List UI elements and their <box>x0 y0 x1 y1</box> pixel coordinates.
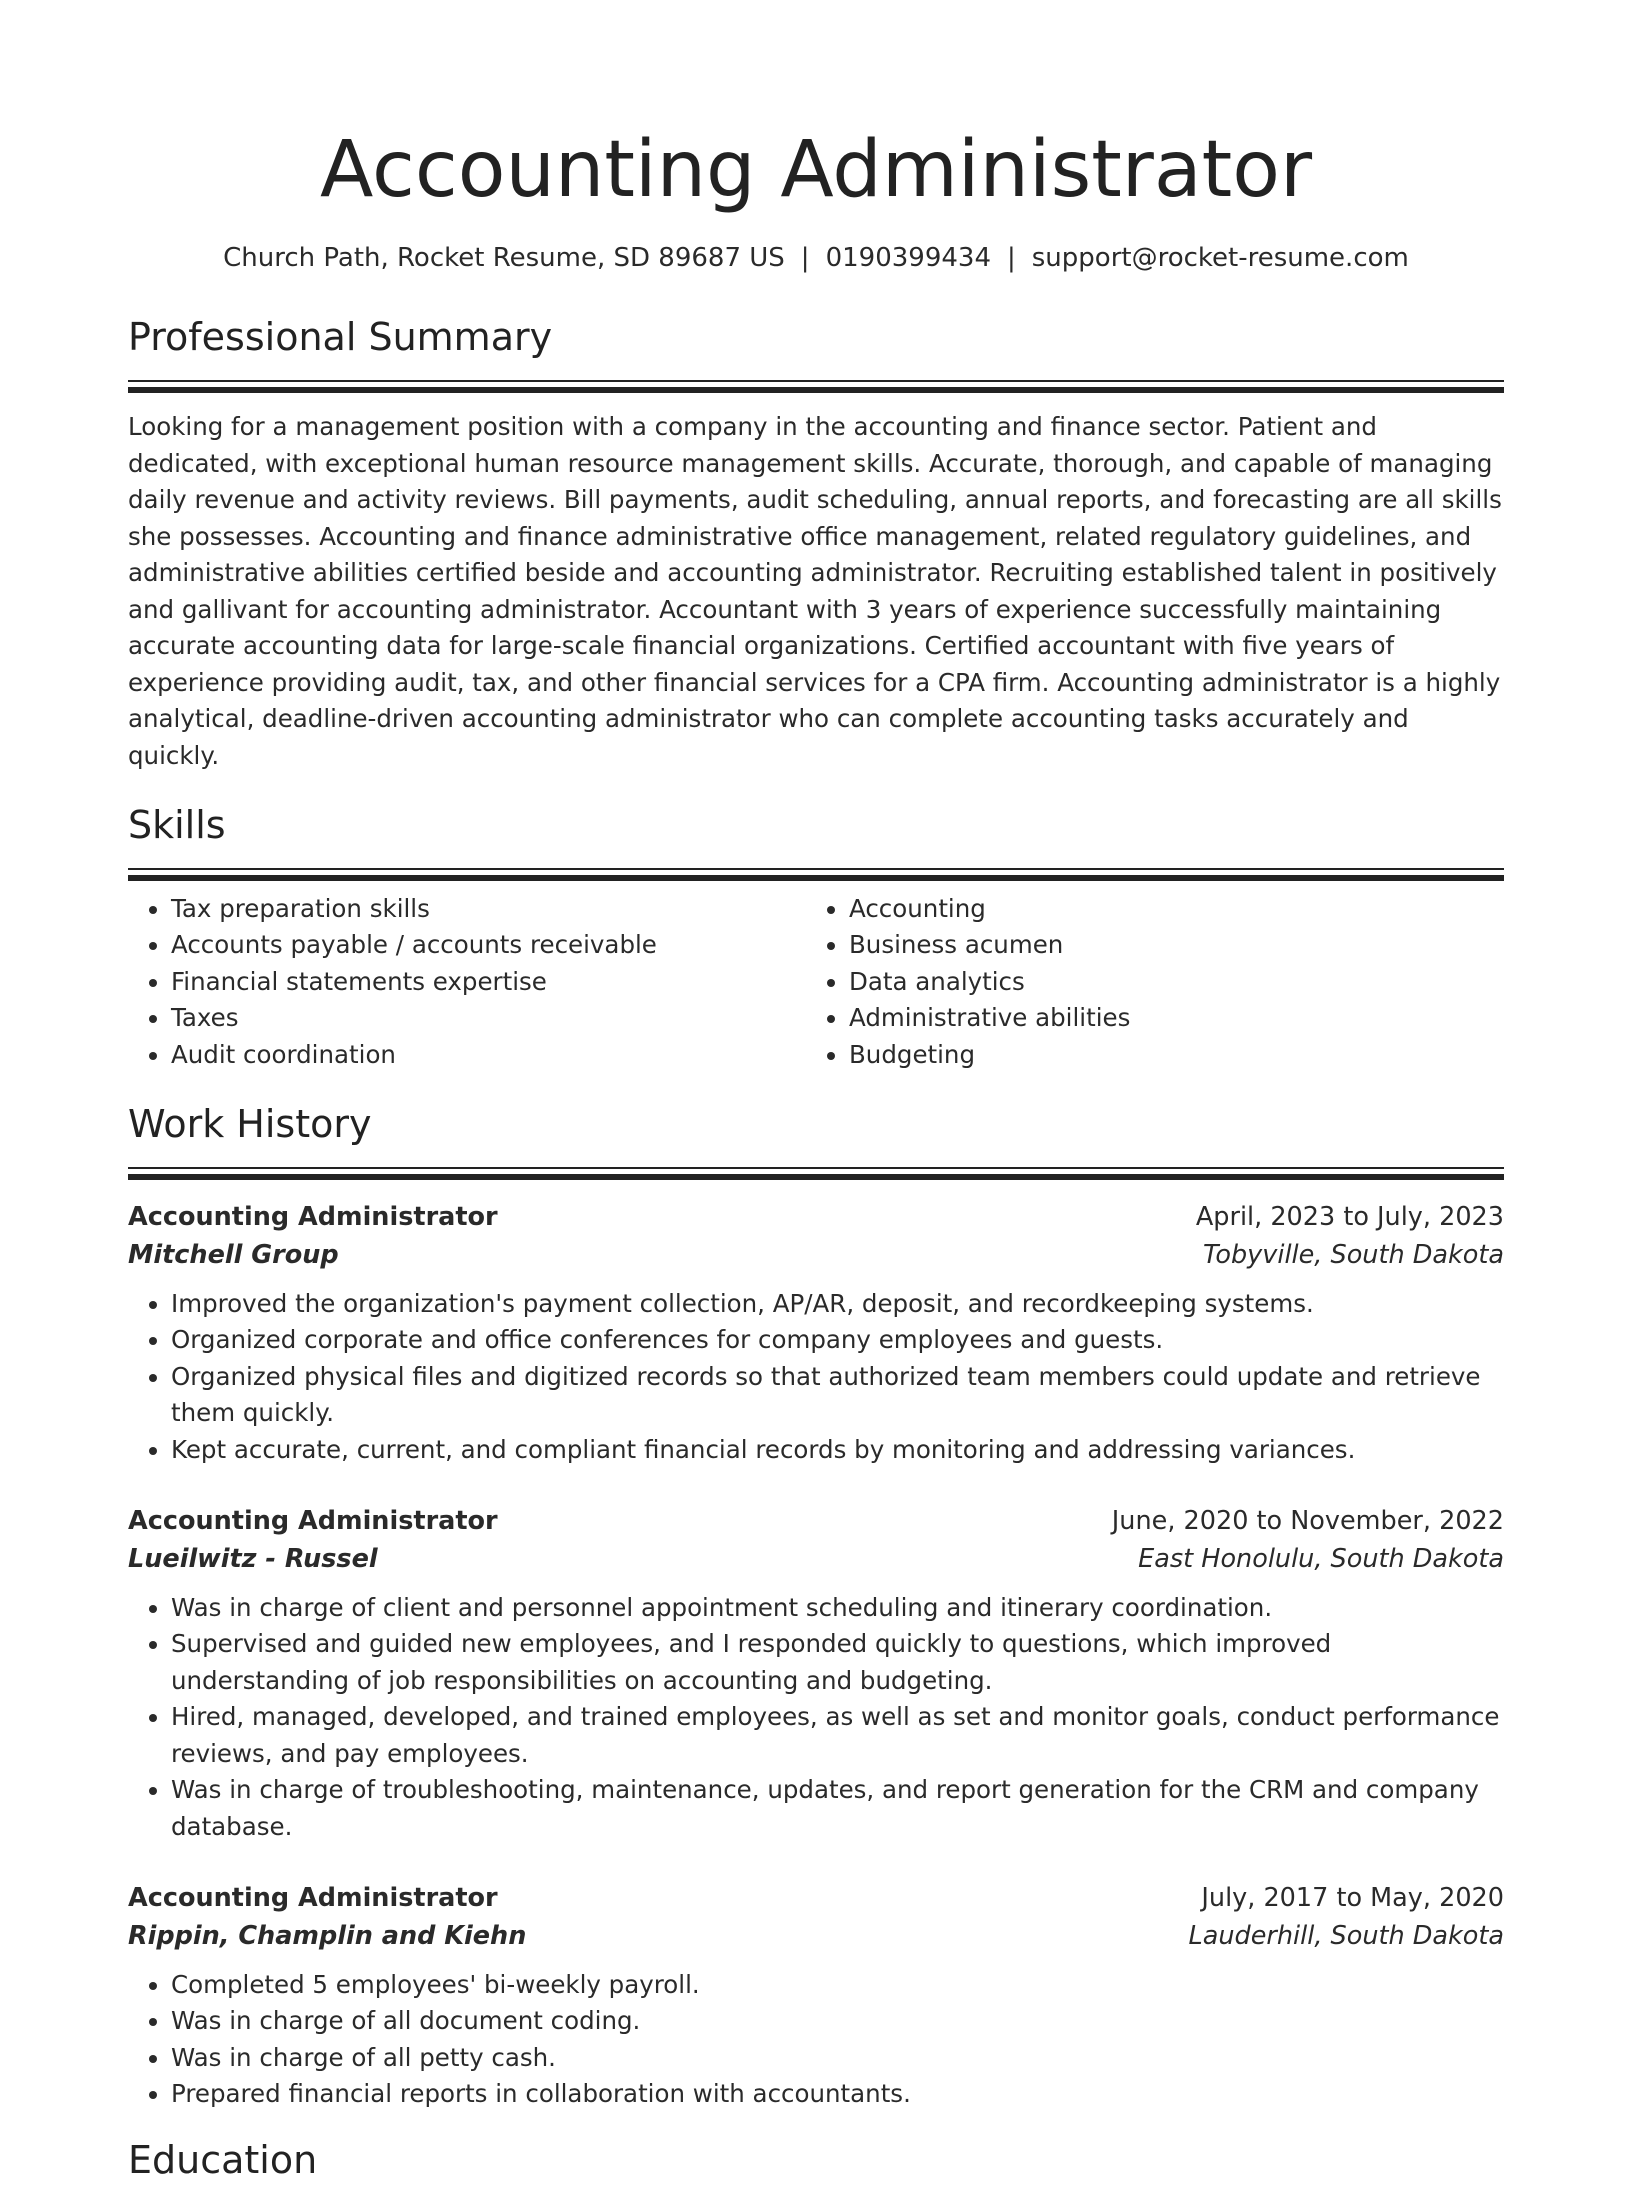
skill-item: • Business acumen <box>849 927 1484 963</box>
skill-item: • Taxes <box>171 1000 806 1036</box>
contact-line <box>128 240 1504 276</box>
contact-email: support@rocket-resume.com <box>1031 243 1409 273</box>
skill-item: • Data analytics <box>849 964 1484 1000</box>
job-bullet: • Was in charge of all document coding. <box>171 2003 1504 2039</box>
education-heading: Education <box>128 2137 318 2182</box>
job-bullet: • Was in charge of client and personnel appointment scheduling and itinerary coordination. <box>171 1590 1504 1626</box>
job-bullet: • Was in charge of troubleshooting, maintenance, updates, and report generation for the CRM and company database. <box>171 1772 1504 1845</box>
summary-section <box>128 312 1504 774</box>
job-company: Mitchell Group <box>128 1240 339 1271</box>
job-bullet: • Organized corporate and office conferences for company employees and guests. <box>171 1322 1504 1358</box>
skills-grid <box>128 891 1504 1073</box>
contact-address: Church Path, Rocket Resume, SD 89687 US <box>223 243 785 273</box>
skills-section <box>128 800 1504 1073</box>
summary-text: Looking for a management position with a company in the accounting and finance sector. Patient and dedicated, with exceptional human resource management skills. Accurate, thorough, and capable of managing daily revenue and activity reviews. Bill payments, audit scheduling, annual reports, and forecasting are all skills she possesses. Accounting and finance administrative office management, related regulatory guidelines, and administrative abilities certified beside and accounting administrator. Recruiting established talent in positively and gallivant for accounting administrator. Accountant with 3 years of experience successfully maintaining accurate accounting data for large-scale financial organizations. Certified accountant with five years of experience providing audit, tax, and other financial services for a CPA firm. Accounting administrator is a highly analytical, deadline-driven accounting administrator who can complete accounting tasks accurately and quickly. <box>128 412 1502 770</box>
job-location: Lauderhill, South Dakota <box>1188 1920 1504 1951</box>
job-bullet: • Kept accurate, current, and compliant financial records by monitoring and addressing variances. <box>171 1432 1504 1468</box>
work-history-heading: Work History <box>128 1102 372 1147</box>
job-bullet: • Was in charge of all petty cash. <box>171 2040 1504 2076</box>
section-divider <box>128 380 1504 393</box>
job-entry <box>128 1502 1504 1845</box>
section-divider <box>128 868 1504 881</box>
job-company: Rippin, Champlin and Kiehn <box>128 1920 527 1951</box>
job-bullet: • Improved the organization's payment collection, AP/AR, deposit, and recordkeeping systems. <box>171 1286 1504 1322</box>
job-title: Accounting Administrator <box>128 1202 498 1233</box>
contact-separator: | <box>1006 243 1016 273</box>
job-bullet: • Hired, managed, developed, and trained employees, as well as set and monitor goals, conduct performance reviews, and pay employees. <box>171 1699 1504 1772</box>
job-bullets <box>128 1590 1504 1845</box>
education-section <box>128 2135 1504 2185</box>
work-history-section <box>128 1099 1504 2113</box>
skill-item: • Audit coordination <box>171 1037 806 1073</box>
skills-right-column <box>806 891 1484 1073</box>
job-dates: June, 2020 to November, 2022 <box>1111 1506 1504 1537</box>
contact-separator: | <box>800 243 810 273</box>
skill-item: • Tax preparation skills <box>171 891 806 927</box>
job-bullet: • Supervised and guided new employees, and I responded quickly to questions, which improved understanding of job responsibilities on accounting and budgeting. <box>171 1626 1504 1699</box>
skills-heading: Skills <box>128 803 226 847</box>
job-bullet: • Organized physical files and digitized records so that authorized team members could update and retrieve them quickly. <box>171 1359 1504 1432</box>
job-bullets <box>128 1286 1504 1468</box>
skill-item: • Accounts payable / accounts receivable <box>171 927 806 963</box>
resume-name: Accounting Administrator <box>319 125 1313 215</box>
job-title: Accounting Administrator <box>128 1506 498 1537</box>
job-location: East Honolulu, South Dakota <box>1138 1544 1504 1575</box>
job-entry <box>128 1879 1504 2113</box>
skill-item: • Administrative abilities <box>849 1000 1484 1036</box>
section-divider <box>128 1167 1504 1180</box>
skill-item: • Budgeting <box>849 1037 1484 1073</box>
job-company: Lueilwitz - Russel <box>128 1544 378 1575</box>
job-location: Tobyville, South Dakota <box>1202 1240 1504 1271</box>
job-bullets <box>128 1967 1504 2113</box>
job-dates: July, 2017 to May, 2020 <box>1201 1882 1504 1913</box>
contact-phone: 0190399434 <box>825 243 991 273</box>
job-entry <box>128 1198 1504 1468</box>
resume-page <box>128 0 1504 2185</box>
job-bullet: • Prepared financial reports in collaboration with accountants. <box>171 2076 1504 2112</box>
skill-item: • Financial statements expertise <box>171 964 806 1000</box>
summary-heading: Professional Summary <box>128 315 553 359</box>
job-title: Accounting Administrator <box>128 1882 498 1913</box>
skills-left-column <box>128 891 806 1073</box>
job-dates: April, 2023 to July, 2023 <box>1195 1202 1504 1233</box>
job-bullet: • Completed 5 employees' bi-weekly payroll. <box>171 1967 1504 2003</box>
skill-item: • Accounting <box>849 891 1484 927</box>
